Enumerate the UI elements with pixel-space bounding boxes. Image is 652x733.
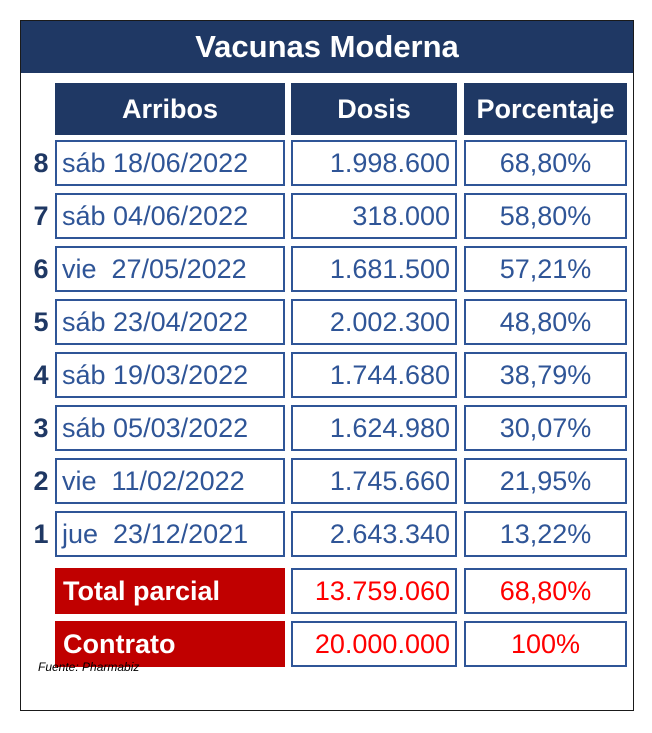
- row-index: 1: [33, 518, 49, 549]
- row-doses: 2.002.300: [291, 299, 457, 345]
- row-doses: 1.681.500: [291, 246, 457, 292]
- row-index: 8: [33, 147, 49, 178]
- header-dosis: Dosis: [291, 83, 457, 135]
- row-date: sáb 18/06/2022: [55, 140, 285, 186]
- contrato-percent: 100%: [464, 621, 627, 667]
- row-date: vie 11/02/2022: [55, 458, 285, 504]
- table-title: Vacunas Moderna: [21, 21, 633, 73]
- row-index: 3: [33, 412, 49, 443]
- total-parcial-label: Total parcial: [55, 568, 285, 614]
- row-percent: 13,22%: [464, 511, 627, 557]
- row-index: 2: [33, 465, 49, 496]
- row-doses: 2.643.340: [291, 511, 457, 557]
- row-percent: 57,21%: [464, 246, 627, 292]
- row-doses: 1.745.660: [291, 458, 457, 504]
- row-percent: 68,80%: [464, 140, 627, 186]
- row-index: 7: [33, 200, 49, 231]
- row-date: sáb 04/06/2022: [55, 193, 285, 239]
- row-date: sáb 23/04/2022: [55, 299, 285, 345]
- row-date: sáb 05/03/2022: [55, 405, 285, 451]
- row-date: vie 27/05/2022: [55, 246, 285, 292]
- row-date: sáb 19/03/2022: [55, 352, 285, 398]
- header-porcentaje: Porcentaje: [464, 83, 627, 135]
- row-doses: 318.000: [291, 193, 457, 239]
- row-index: 4: [33, 359, 49, 390]
- row-percent: 48,80%: [464, 299, 627, 345]
- total-parcial-percent: 68,80%: [464, 568, 627, 614]
- row-doses: 1.998.600: [291, 140, 457, 186]
- row-doses: 1.624.980: [291, 405, 457, 451]
- contrato-label: Contrato: [55, 621, 285, 667]
- total-parcial-doses: 13.759.060: [291, 568, 457, 614]
- row-percent: 30,07%: [464, 405, 627, 451]
- row-percent: 21,95%: [464, 458, 627, 504]
- row-index: 5: [33, 306, 49, 337]
- row-date: jue 23/12/2021: [55, 511, 285, 557]
- row-percent: 38,79%: [464, 352, 627, 398]
- header-arribos: Arribos: [55, 83, 285, 135]
- table-panel: [20, 20, 634, 711]
- contrato-doses: 20.000.000: [291, 621, 457, 667]
- row-doses: 1.744.680: [291, 352, 457, 398]
- row-percent: 58,80%: [464, 193, 627, 239]
- source-note: Fuente: Pharmabiz: [38, 660, 140, 674]
- row-index: 6: [33, 253, 49, 284]
